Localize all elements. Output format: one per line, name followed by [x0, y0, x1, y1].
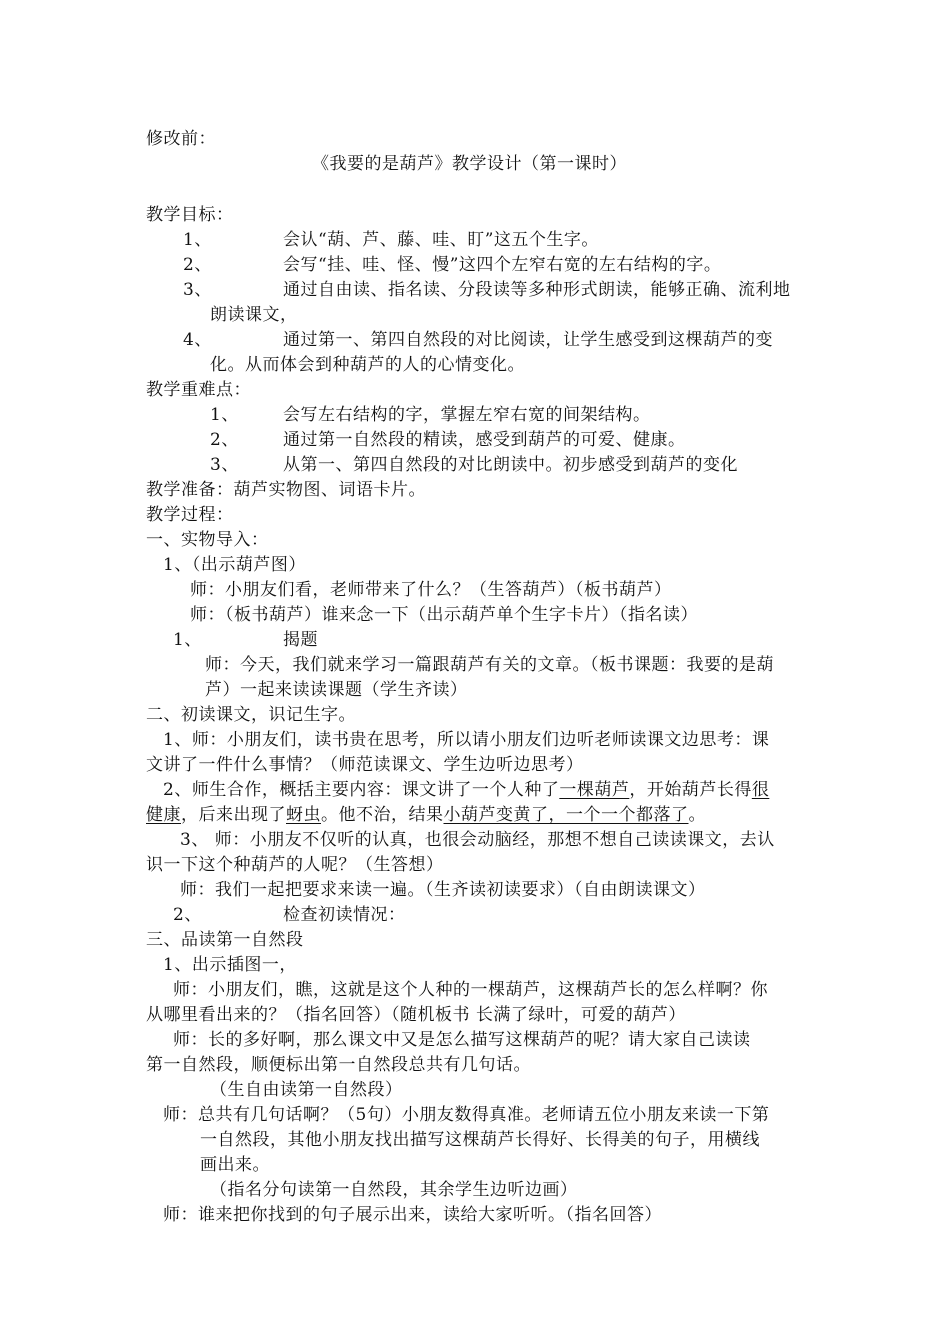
list-item-text: 会写“挂、哇、怪、慢”这四个左窄右宽的左右结构的字。: [283, 255, 722, 275]
step-heading: 三、品读第一自然段: [146, 930, 304, 950]
list-number: 3、: [183, 280, 212, 300]
dialogue-line: 师：长的多好啊，那么课文中又是怎么描写这棵葫芦的呢？请大家自己读读: [173, 1030, 751, 1050]
text-run: 。他不治，结果: [321, 805, 444, 825]
list-number: 3、: [210, 455, 239, 475]
list-item-text: 揭题: [283, 630, 318, 650]
list-item-text: 检查初读情况：: [283, 905, 406, 925]
list-number: 2、: [173, 905, 202, 925]
list-item-text: 通过第一自然段的精读，感受到葫芦的可爱、健康。: [283, 430, 686, 450]
section-heading: 教学目标：: [146, 205, 234, 225]
list-number: 2、: [210, 430, 239, 450]
step-heading: 一、实物导入：: [146, 530, 269, 550]
text-run: ，后来出现了: [181, 805, 286, 825]
underlined-text: 蚜虫: [286, 805, 321, 825]
step-heading: 二、初读课文，识记生字。: [146, 705, 356, 725]
list-item-continuation: 化。从而体会到种葫芦的人的心情变化。: [210, 355, 525, 375]
paragraph-line: [163, 778, 769, 802]
dialogue-line: 第一自然段，顺便标出第一自然段总共有几句话。: [146, 1055, 531, 1075]
dialogue-line: 师：小朋友们看，老师带来了什么？（生答葫芦）（板书葫芦）: [190, 580, 672, 600]
paragraph-line: 文讲了一件什么事情？（师范读课文、学生边听边思考）: [146, 755, 584, 775]
dialogue-line: 师：（板书葫芦）谁来念一下（出示葫芦单个生字卡片）（指名读）: [190, 605, 698, 625]
section-heading: 教学过程：: [146, 505, 234, 525]
list-item-text: 通过自由读、指名读、分段读等多种形式朗读，能够正确、流利地: [283, 280, 791, 300]
list-item-text: 从第一、第四自然段的对比朗读中。初步感受到葫芦的变化: [283, 455, 738, 475]
dialogue-line: 师：谁来把你找到的句子展示出来，读给大家听听。（指名回答）: [163, 1205, 662, 1225]
paragraph-line: 识一下这个种葫芦的人呢？（生答想）: [146, 855, 444, 875]
list-item-text: 会认“葫、芦、藤、哇、盯”这五个生字。: [283, 230, 599, 250]
list-number: 1、: [183, 230, 212, 250]
list-item-text: 会写左右结构的字，掌握左窄右宽的间架结构。: [283, 405, 651, 425]
dialogue-line: 一自然段，其他小朋友找出描写这棵葫芦长得好、长得美的句子，用横线: [200, 1130, 760, 1150]
document-title: 《我要的是葫芦》教学设计（第一课时）: [312, 154, 627, 174]
list-number: 2、: [183, 255, 212, 275]
dialogue-line: 师：总共有几句话啊？（5句）小朋友数得真准。老师请五位小朋友来读一下第: [163, 1105, 770, 1125]
dialogue-line: 师：我们一起把要求来读一遍。（生齐读初读要求）（自由朗读课文）: [180, 880, 706, 900]
text-run: 。: [688, 805, 706, 825]
dialogue-line: 画出来。: [200, 1155, 270, 1175]
underlined-text: 一棵葫芦: [559, 780, 630, 800]
stage-direction: （指名分句读第一自然段，其余学生边听边画）: [210, 1180, 578, 1200]
list-item-continuation: 朗读课文，: [210, 305, 298, 325]
paragraph-line: 3、 师：小朋友不仅听的认真，也很会动脑经，那想不想自己读读课文，去认: [180, 830, 775, 850]
list-item-text: 通过第一、第四自然段的对比阅读，让学生感受到这棵葫芦的变: [283, 330, 773, 350]
underlined-text: 很: [751, 780, 770, 800]
step-item: 1、（出示葫芦图）: [163, 555, 306, 575]
list-number: 1、: [210, 405, 239, 425]
step-item: 1、出示插图一，: [163, 955, 297, 975]
stage-direction: （生自由读第一自然段）: [210, 1080, 403, 1100]
paragraph-line: [146, 803, 706, 827]
list-number: 1、: [173, 630, 202, 650]
dialogue-line: 师：小朋友们，瞧，这就是这个人种的一棵葫芦，这棵葫芦长的怎么样啊？你: [173, 980, 768, 1000]
text-run: ，开始葫芦长得: [629, 780, 752, 800]
dialogue-line: 师：今天，我们就来学习一篇跟葫芦有关的文章。（板书课题：我要的是葫: [205, 655, 774, 675]
underlined-text: 健康: [146, 805, 181, 825]
underlined-text: 小葫芦变黄了，一个一个都落了: [443, 805, 689, 825]
revision-label: 修改前：: [146, 129, 216, 149]
dialogue-line: 从哪里看出来的？（指名回答）（随机板书 长满了绿叶，可爱的葫芦）: [146, 1005, 686, 1025]
list-number: 4、: [183, 330, 212, 350]
preparation-line: 教学准备：葫芦实物图、词语卡片。: [146, 480, 426, 500]
section-heading: 教学重难点：: [146, 380, 251, 400]
paragraph-line: 1、师：小朋友们，读书贵在思考，所以请小朋友们边听老师读课文边思考：课: [163, 730, 770, 750]
text-run: 2、师生合作，概括主要内容：课文讲了一个人种了: [163, 780, 560, 800]
dialogue-line: 芦）一起来读读课题（学生齐读）: [205, 680, 468, 700]
